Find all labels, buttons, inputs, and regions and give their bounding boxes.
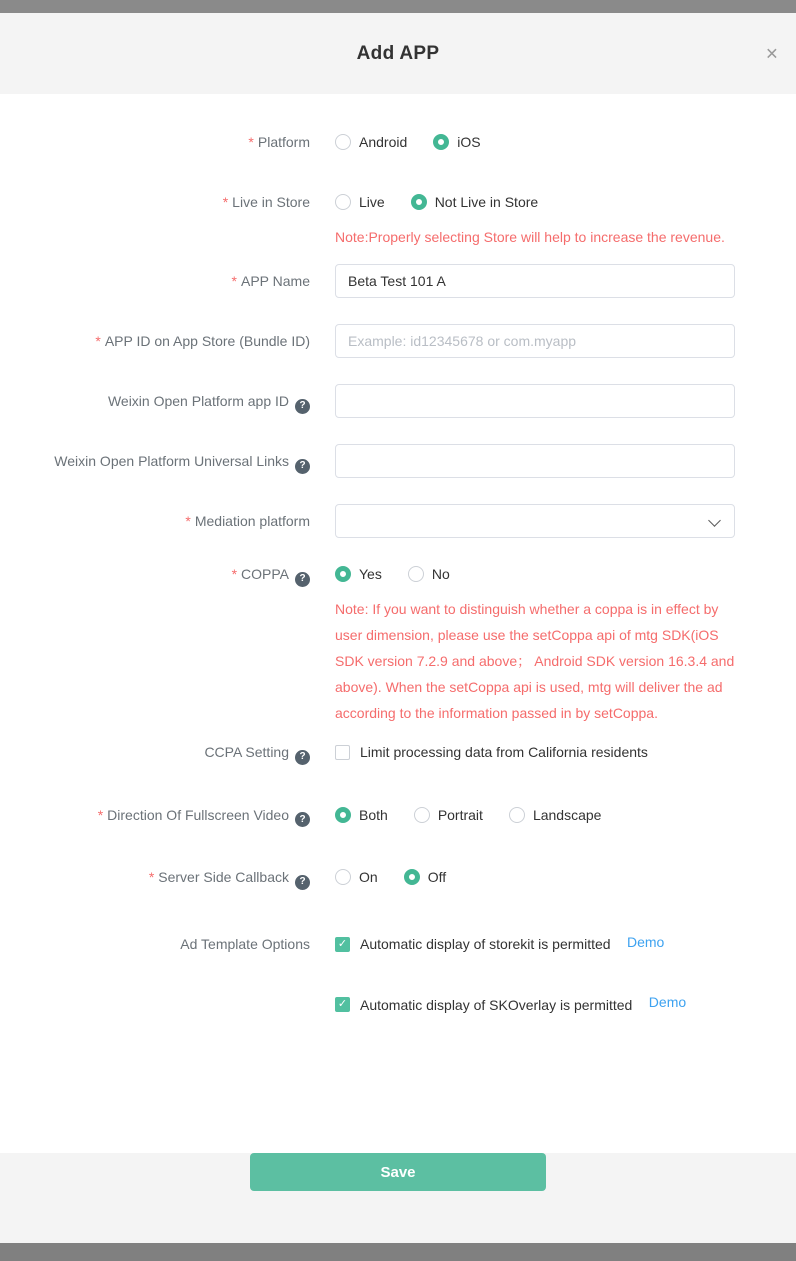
page-background-bottom: [0, 1243, 796, 1261]
add-app-form: [0, 94, 796, 1128]
storekit-checkbox[interactable]: ✓ Automatic display of storekit is permitted: [335, 934, 611, 954]
help-icon[interactable]: ?: [295, 459, 310, 474]
required-asterisk: *: [231, 566, 238, 582]
radio-callback-off[interactable]: Off: [404, 867, 446, 887]
radio-both[interactable]: Both: [335, 805, 388, 825]
radio-icon: [509, 807, 525, 823]
radio-coppa-no[interactable]: No: [408, 564, 450, 584]
required-asterisk: *: [231, 273, 237, 289]
radio-icon: [335, 869, 351, 885]
modal-footer: [0, 1153, 796, 1243]
help-icon[interactable]: ?: [295, 750, 310, 765]
coppa-label: * COPPA ?: [0, 564, 310, 587]
live-in-store-label: * Live in Store: [222, 194, 310, 210]
checkbox-unchecked-icon: [335, 745, 350, 760]
form-row-weixin-universal-links: [0, 444, 796, 478]
required-asterisk: *: [148, 869, 155, 885]
mediation-platform-select[interactable]: [335, 504, 735, 538]
ad-template-options-label: Ad Template Options: [180, 935, 310, 952]
app-id-label: * APP ID on App Store (Bundle ID): [95, 333, 310, 349]
radio-selected-icon: [411, 194, 427, 210]
form-row-ad-template-options: [0, 934, 796, 1015]
form-row-live-in-store: [0, 192, 796, 250]
server-side-callback-label: * Server Side Callback ?: [0, 867, 310, 890]
radio-ios[interactable]: iOS: [433, 132, 480, 152]
radio-icon: [335, 194, 351, 210]
direction-radio-group: [335, 805, 735, 825]
server-side-callback-radio-group: [335, 867, 735, 887]
weixin-app-id-label: Weixin Open Platform app ID ?: [0, 384, 310, 418]
radio-callback-on[interactable]: On: [335, 867, 378, 887]
required-asterisk: *: [222, 194, 229, 210]
radio-landscape[interactable]: Landscape: [509, 805, 602, 825]
save-button[interactable]: Save: [250, 1153, 546, 1191]
app-id-input[interactable]: [335, 324, 735, 358]
skoverlay-checkbox[interactable]: ✓ Automatic display of SKOverlay is permitted: [335, 995, 632, 1015]
weixin-universal-links-input[interactable]: [335, 444, 735, 478]
checkbox-checked-icon: ✓: [335, 937, 350, 952]
weixin-universal-links-label: Weixin Open Platform Universal Links ?: [0, 444, 310, 478]
help-icon[interactable]: ?: [295, 399, 310, 414]
close-icon[interactable]: ×: [765, 42, 778, 65]
radio-live[interactable]: Live: [335, 192, 385, 212]
form-row-direction: [0, 805, 796, 828]
form-row-coppa: [0, 564, 796, 726]
weixin-app-id-input[interactable]: [335, 384, 735, 418]
required-asterisk: *: [248, 134, 254, 150]
help-icon[interactable]: ?: [295, 812, 310, 827]
live-in-store-radio-group: [335, 192, 735, 212]
radio-icon: [414, 807, 430, 823]
radio-selected-icon: [433, 134, 449, 150]
radio-coppa-yes[interactable]: Yes: [335, 564, 382, 584]
required-asterisk: *: [97, 806, 104, 823]
modal-title: Add APP: [356, 42, 440, 64]
radio-icon: [408, 566, 424, 582]
ccpa-label: CCPA Setting ?: [0, 742, 310, 765]
direction-label: * Direction Of Fullscreen Video ?: [0, 805, 310, 828]
app-name-label: * APP Name: [231, 273, 310, 289]
ccpa-checkbox[interactable]: Limit processing data from California residents: [335, 742, 648, 762]
form-row-weixin-app-id: [0, 384, 796, 418]
radio-not-live-in-store[interactable]: Not Live in Store: [411, 192, 539, 212]
form-row-platform: [0, 132, 796, 152]
page-background-top: [0, 0, 796, 13]
radio-portrait[interactable]: Portrait: [414, 805, 483, 825]
form-row-app-name: [0, 264, 796, 298]
form-row-app-id: [0, 324, 796, 358]
app-name-input[interactable]: [335, 264, 735, 298]
ad-template-option-skoverlay: [335, 994, 735, 1015]
radio-icon: [335, 134, 351, 150]
modal-header: [0, 13, 796, 94]
checkbox-checked-icon: ✓: [335, 997, 350, 1012]
help-icon[interactable]: ?: [295, 875, 310, 890]
coppa-radio-group: [335, 564, 735, 584]
help-icon[interactable]: ?: [295, 572, 310, 587]
radio-selected-icon: [404, 869, 420, 885]
required-asterisk: *: [185, 513, 191, 529]
storekit-demo-link[interactable]: Demo: [627, 933, 665, 950]
radio-android[interactable]: Android: [335, 132, 407, 152]
required-asterisk: *: [95, 333, 101, 349]
radio-selected-icon: [335, 566, 351, 582]
radio-selected-icon: [335, 807, 351, 823]
mediation-platform-label: * Mediation platform: [185, 513, 310, 529]
live-in-store-note: Note:Properly selecting Store will help to increase the revenue.: [335, 229, 725, 245]
coppa-note: Note: If you want to distinguish whether a coppa is in effect by user dimension, please use the setCoppa api of mtg SDK(iOS SDK version 7.2.9 and above； Android SDK version 16.3.4 and above). When the setCoppa api is used, mtg will deliver the ad according to the information passed in by setCoppa.: [335, 601, 735, 721]
form-row-mediation-platform: [0, 504, 796, 538]
ad-template-option-storekit: [335, 934, 735, 955]
skoverlay-demo-link[interactable]: Demo: [648, 994, 687, 1010]
platform-radio-group: [335, 132, 735, 152]
form-row-ccpa: [0, 742, 796, 765]
chevron-down-icon: [708, 514, 721, 527]
platform-label: * Platform: [248, 134, 310, 150]
form-row-server-side-callback: [0, 867, 796, 890]
